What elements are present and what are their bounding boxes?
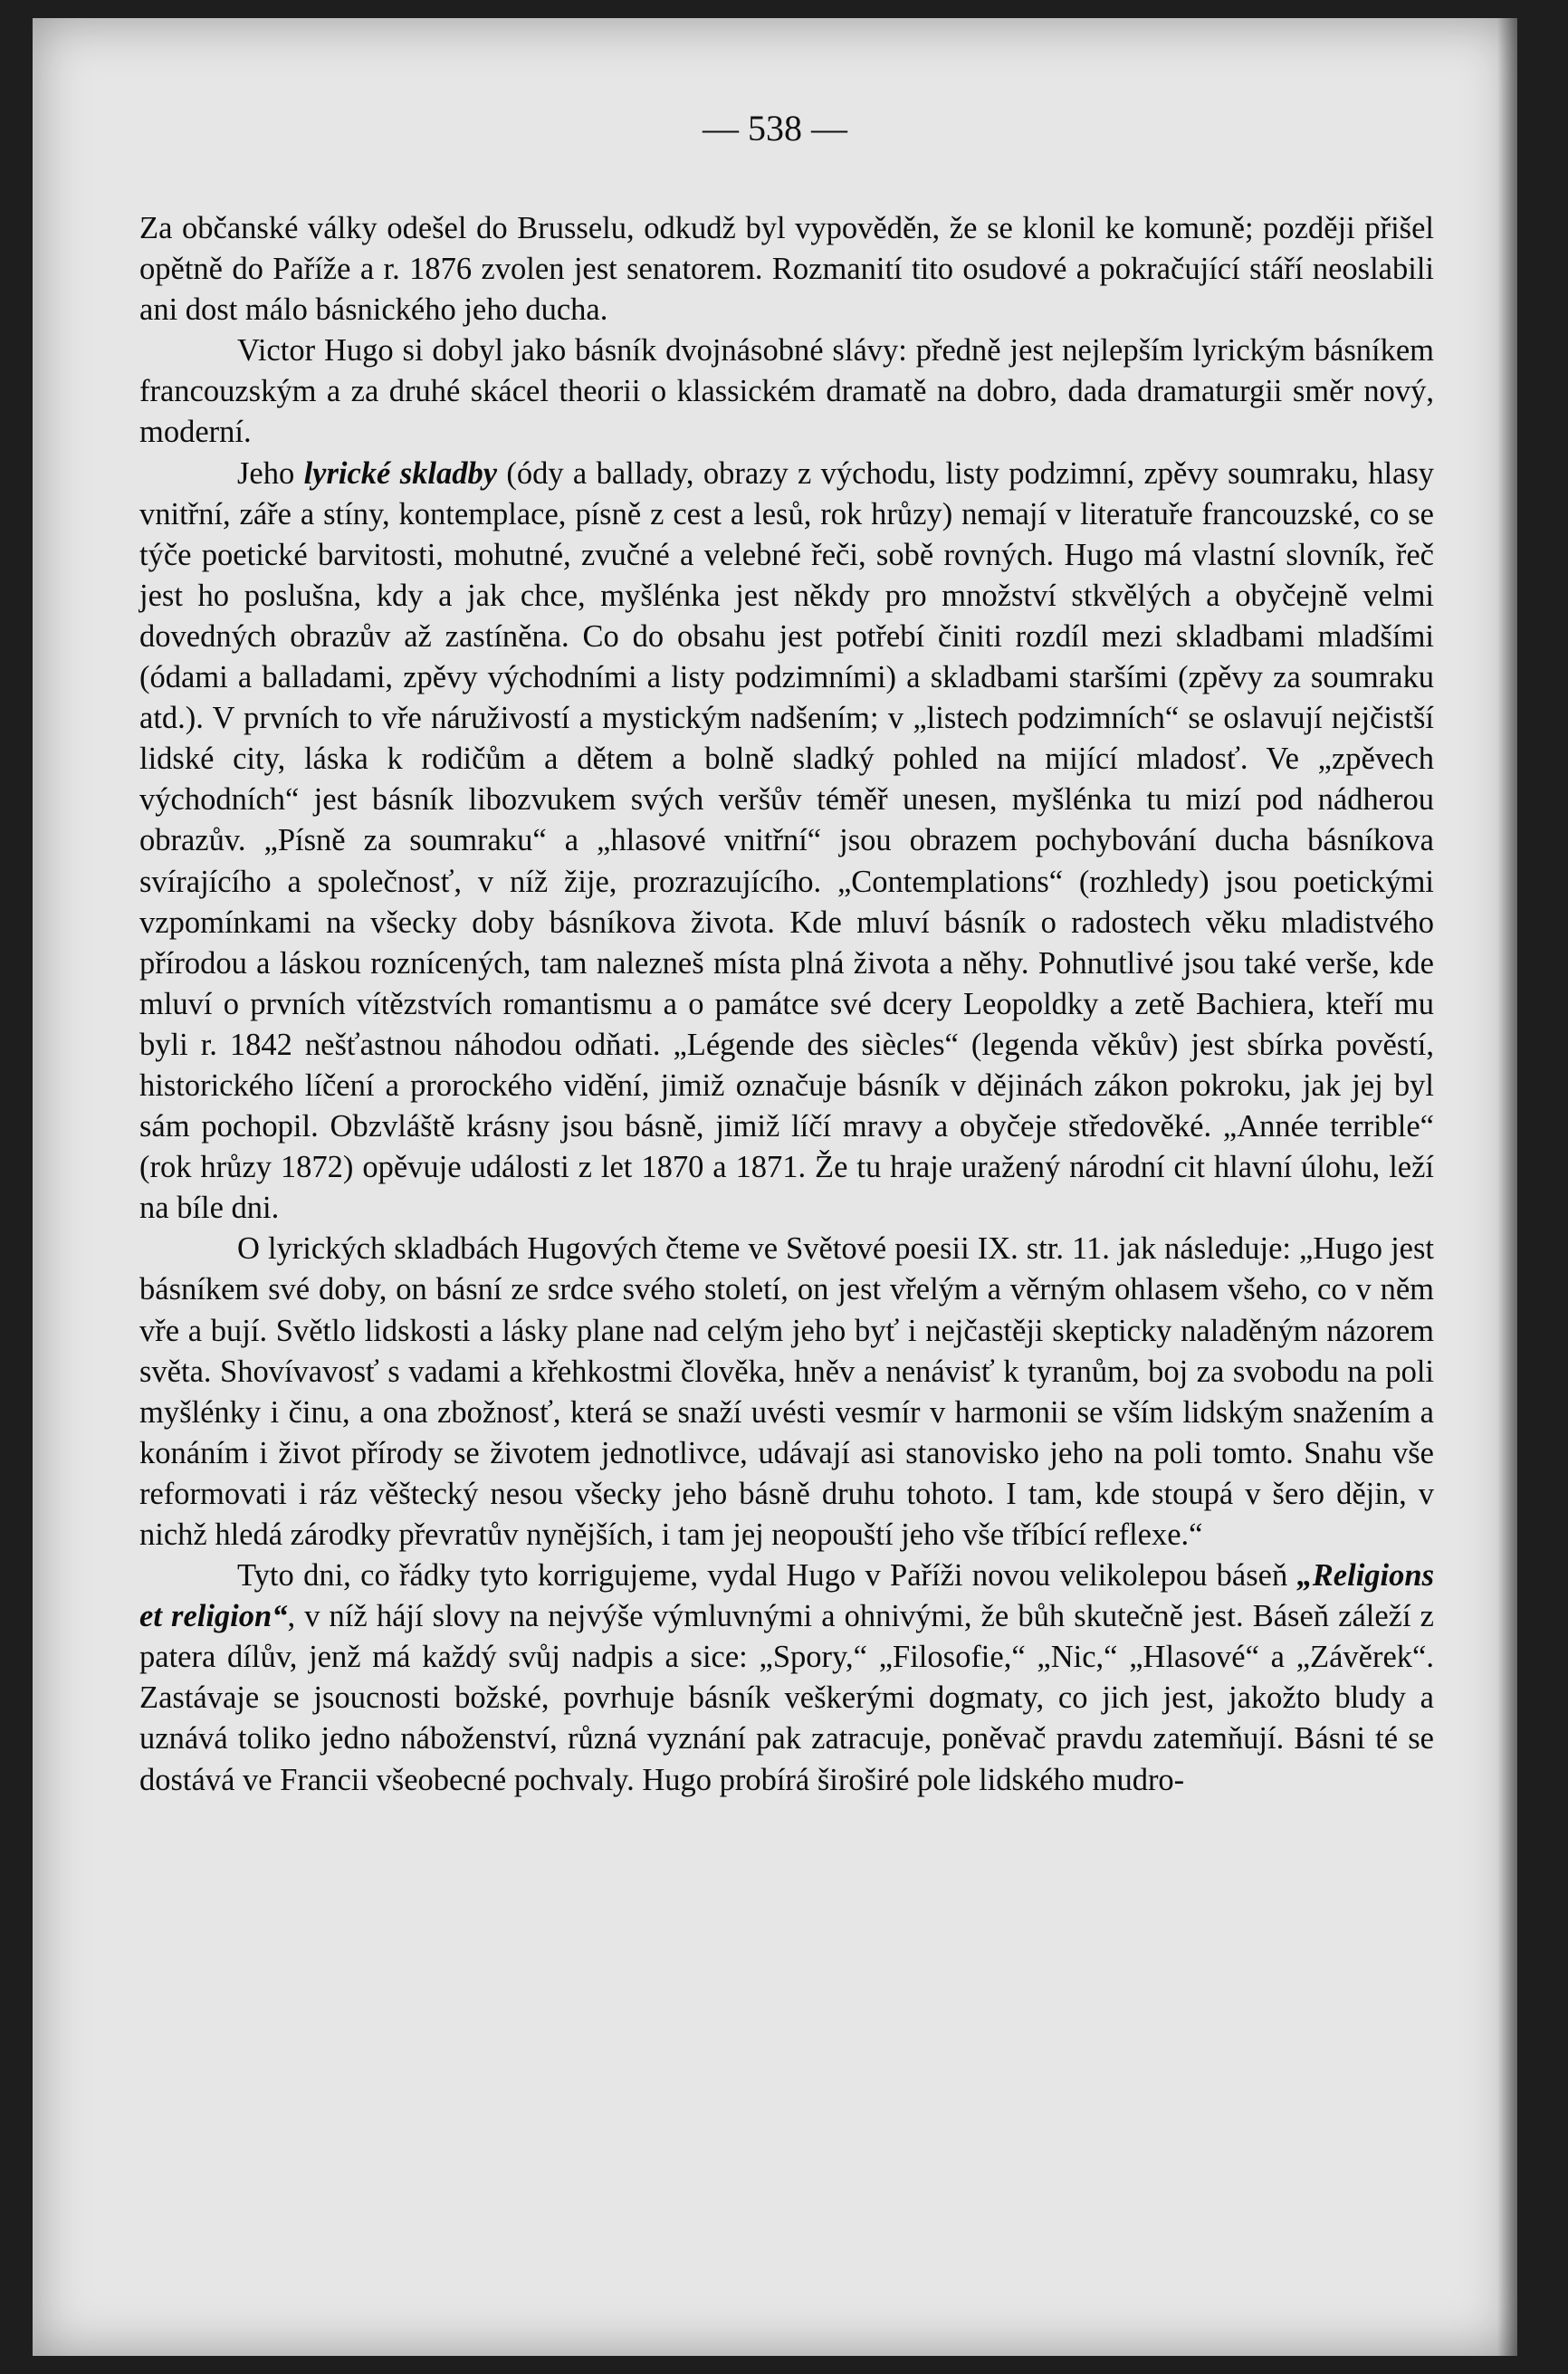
emphasized-text: „Religions et religion“ (139, 1558, 1434, 1634)
paragraph (139, 454, 1434, 1230)
scanned-page (33, 18, 1517, 2356)
text-run: Tyto dni, co řádky tyto korrigujeme, vydal Hugo v Paříži novou velikolepou báseň (237, 1558, 1297, 1594)
text-run: , v níž hájí slovy na nejvýše výmluvnými a ohnivými, že bůh skutečně jest. Báseň záleží z patera dílův, jenž má každý svůj nadpis a sice: „Spory,“ „Filosofie,“ „Nic,“ „Hlasové“ a „Závěrek“. Zastávaje se jsoucnosti božské, povrhuje básník veškerými dogmaty, co jich jest, jakožto bludy a uznává toliko jedno náboženství, různá vyznání pak zatracuje, poněvač pravdu zatemňují. Básni té se dostává ve Francii všeobecné pochvaly. Hugo probírá široširé pole lidského mudro- (139, 1599, 1434, 1797)
text-run: (ódy a ballady, obrazy z východu, listy podzimní, zpěvy soumraku, hlasy vnitřní, záře a stíny, kontemplace, písně z cest a lesů, rok hrůzy) nemají v literatuře francouzské, co se týče poetické barvitosti, mohutné, zvučné a velebné řeči, sobě rovných. Hugo má vlastní slovník, řeč jest ho poslušna, kdy a jak chce, myšlénka jest někdy pro množství stkvělých a obyčejně velmi dovedných obrazův až zastíněna. Co do obsahu jest potřebí činiti rozdíl mezi skladbami mladšími (ódami a balladami, zpěvy východními a listy podzimními) a skladbami staršími (zpěvy za soumraku atd.). V prvních to vře náruživostí a mystickým nadšením; v „listech podzimních“ se oslavují nejčistší lidské city, láska k rodičům a dětem a bolně sladký pohled na mijící mladosť. Ve „zpěvech východních“ jest básník libozvukem svých veršův téměř unesen, myšlénka tu mizí pod nádherou obrazův. „Písně za soumraku“ a „hlasové vnitřní“ jsou obrazem pochybování ducha básníkova svírajícího a společnosť, v níž žije, prozrazujícího. „Contemplations“ (rozhledy) jsou poetickými vzpomínkami na všecky doby básníkova života. Kde mluví básník o radostech věku mladistvého přírodou a láskou roznícených, tam nalezneš místa plná života a něhy. Pohnutlivé jsou také verše, kde mluví o prvních vítězstvích romantismu a o památce své dcery Leopoldky a zetě Bachiera, kteří mu byli r. 1842 nešťastnou náhodou odňati. „Légende des siècles“ (legenda věkův) jest sbírka pověstí, historického líčení a prorockého vidění, jimiž označuje básník v dějinách zákon pokroku, jak jej byl sám pochopil. Obzvláště krásny jsou básně, jimiž líčí mravy a obyčeje středověké. „Année terrible“ (rok hrůzy 1872) opěvuje události z let 1870 a 1871. Že tu hraje uražený národní cit hlavní úlohu, leží na bíle dni. (139, 455, 1435, 1226)
text-run: O lyrických skladbách Hugových čteme ve Světové poesii IX. str. 11. jak následuje: „Hugo jest básníkem své doby, on básní ze srdce svého století, on jest vřelým a věrným ohlasem všeho, co v něm vře a bují. Světlo lidskosti a lásky plane nad celým jeho byť i nejčastěji skepticky naladěným názorem světa. Shovívavosť s vadami a křehkostmi člověka, hněv a nenávisť k tyranům, boj za svobodu na poli myšlénky i činu, a ona zbožnosť, která se snaží uvésti vesmír v harmonii se vším lidským snažením a konáním i život přírody se životem jednotlivce, udávají asi stanovisko jeho na poli tomto. Snahu vše reformovati i ráz věštecký nesou všecky jeho básně druhu tohoto. I tam, kde stoupá v šero dějin, v nichž hledá zárodky převratův nynějších, i tam jej neopouští jeho vše tříbící reflexe.“ (139, 1231, 1434, 1552)
paragraph (139, 1229, 1434, 1556)
text-run: Jeho (237, 455, 304, 491)
emphasized-text: lyrické skladby (303, 455, 498, 491)
paragraph (139, 208, 1434, 330)
paragraph (139, 1556, 1434, 1801)
page-shadow-edge (1497, 18, 1517, 2356)
text-run: Za občanské války odešel do Brusselu, odkudž byl vypověděn, že se klonil ke komuně; později přišel opětně do Paříže a r. 1876 zvolen jest senatorem. Rozmanití tito osudové a pokračující stáří neoslabili ani dost málo básnického jeho ducha. (139, 211, 1434, 328)
body-text (139, 208, 1434, 1801)
page-number: — 538 — (703, 108, 847, 148)
paragraph (139, 330, 1434, 453)
text-run: Victor Hugo si dobyl jako básník dvojnásobné slávy: předně jest nejlepším lyrickým básníkem francouzským a za druhé skácel theorii o klassickém dramatě na dobro, dada dramaturgii směr nový, moderní. (139, 333, 1434, 450)
